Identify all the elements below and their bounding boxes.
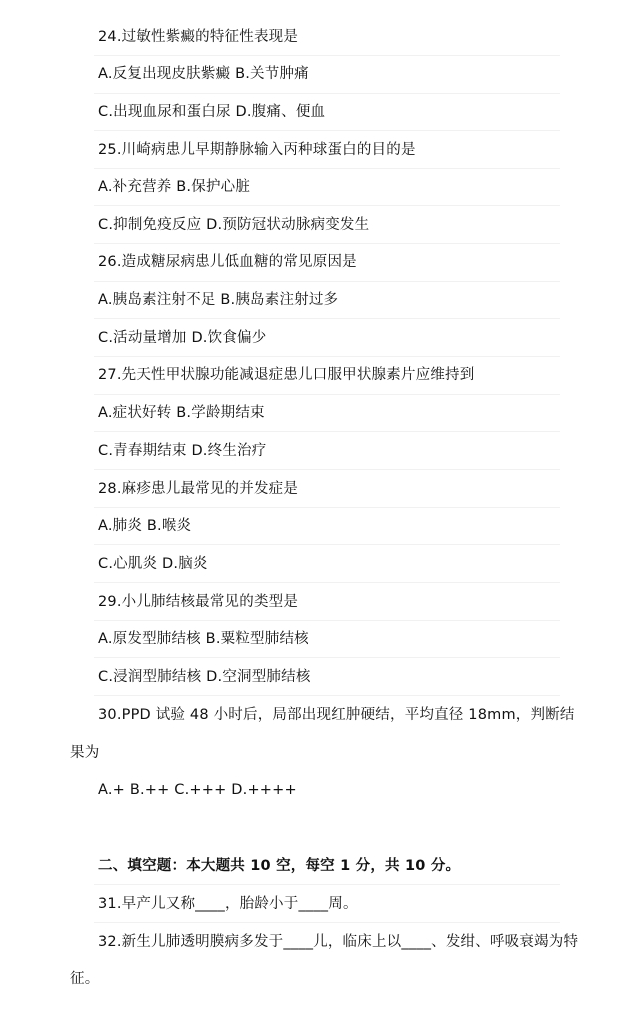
line-divider [94, 281, 560, 282]
line-divider [94, 130, 560, 131]
line-divider [94, 205, 560, 206]
line-divider [94, 544, 560, 545]
line-divider [94, 431, 560, 432]
question-25-options-ab: A.补充营养 B.保护心脏 [98, 179, 251, 195]
question-27-stem: 27.先天性甲状腺功能减退症患儿口服甲状腺素片应维持到 [98, 367, 475, 383]
question-29-options-ab: A.原发型肺结核 B.粟粒型肺结核 [98, 631, 309, 647]
question-30-stem-continued: 果为 [70, 745, 100, 761]
section-2-heading: 二、填空题：本大题共 10 空，每空 1 分，共 10 分。 [98, 858, 461, 874]
question-27-options-cd: C.青春期结束 D.终生治疗 [98, 443, 267, 459]
question-25-options-cd: C.抑制免疫反应 D.预防冠状动脉病变发生 [98, 217, 370, 233]
line-divider [94, 93, 560, 94]
question-24-stem: 24.过敏性紫癜的特征性表现是 [98, 29, 299, 45]
question-24-options-ab: A.反复出现皮肤紫癜 B.关节肿痛 [98, 66, 309, 82]
question-28-options-cd: C.心肌炎 D.脑炎 [98, 556, 208, 572]
line-divider [94, 657, 560, 658]
question-25-stem: 25.川崎病患儿早期静脉输入丙种球蛋白的目的是 [98, 142, 416, 158]
question-26-options-ab: A.胰岛素注射不足 B.胰岛素注射过多 [98, 292, 339, 308]
line-divider [94, 884, 560, 885]
line-divider [94, 318, 560, 319]
question-27-options-ab: A.症状好转 B.学龄期结束 [98, 405, 265, 421]
line-divider [94, 394, 560, 395]
line-divider [94, 243, 560, 244]
line-divider [94, 507, 560, 508]
line-divider [94, 922, 560, 923]
line-divider [94, 620, 560, 621]
question-24-options-cd: C.出现血尿和蛋白尿 D.腹痛、便血 [98, 104, 326, 120]
question-28-options-ab: A.肺炎 B.喉炎 [98, 518, 192, 534]
question-32-continued: 征。 [70, 971, 100, 987]
line-divider [94, 168, 560, 169]
question-26-stem: 26.造成糖尿病患儿低血糖的常见原因是 [98, 254, 357, 270]
question-32: 32.新生儿肺透明膜病多发于____儿，临床上以____、发绀、呼吸衰竭为特 [98, 934, 579, 950]
question-29-stem: 29.小儿肺结核最常见的类型是 [98, 594, 299, 610]
line-divider [94, 356, 560, 357]
question-31: 31.早产儿又称____，胎龄小于____周。 [98, 896, 358, 912]
question-29-options-cd: C.浸润型肺结核 D.空洞型肺结核 [98, 669, 311, 685]
line-divider [94, 582, 560, 583]
question-30-stem: 30.PPD 试验 48 小时后，局部出现红肿硬结，平均直径 18mm，判断结 [98, 707, 575, 723]
question-30-options: A.+ B.++ C.+++ D.++++ [98, 782, 297, 798]
question-26-options-cd: C.活动量增加 D.饮食偏少 [98, 330, 267, 346]
question-28-stem: 28.麻疹患儿最常见的并发症是 [98, 481, 299, 497]
line-divider [94, 695, 560, 696]
line-divider [94, 55, 560, 56]
line-divider [94, 469, 560, 470]
